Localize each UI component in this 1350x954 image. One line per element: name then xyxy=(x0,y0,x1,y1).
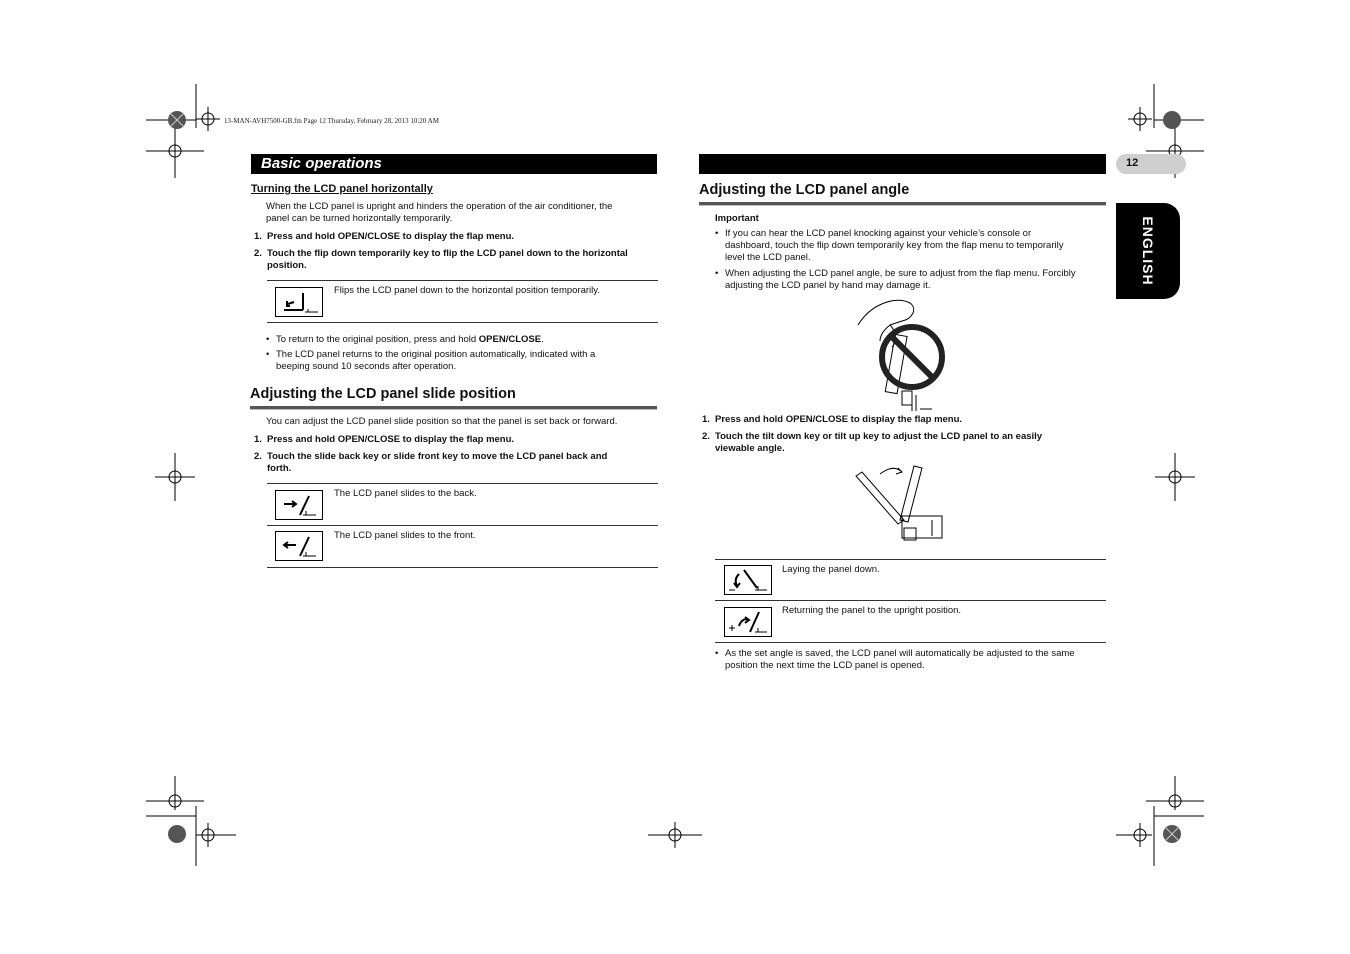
table-rule xyxy=(715,559,1106,560)
table-rule xyxy=(267,322,658,323)
slide-back-description: The LCD panel slides to the back. xyxy=(334,488,477,499)
tilt-down-description: Laying the panel down. xyxy=(782,564,880,575)
tilt-up-key-icon xyxy=(725,608,771,636)
important-label: Important xyxy=(715,213,759,224)
table-rule xyxy=(267,525,658,526)
slide-back-key xyxy=(275,490,323,520)
page-number: 12 xyxy=(1126,157,1139,169)
slide-front-description: The LCD panel slides to the front. xyxy=(334,530,476,541)
tilt-down-key xyxy=(724,565,772,595)
slide-front-key-icon xyxy=(276,532,322,560)
page-number-tab xyxy=(1116,154,1186,174)
tilt-up-description: Returning the panel to the upright position. xyxy=(782,605,962,616)
flip-down-temporarily-key-icon xyxy=(276,288,322,316)
table-rule xyxy=(715,600,1106,601)
table-rule xyxy=(267,483,658,484)
table-rule xyxy=(715,642,1106,643)
flip-down-description: Flips the LCD panel down to the horizontal position temporarily. xyxy=(334,285,600,296)
do-not-adjust-by-hand-illustration xyxy=(850,295,950,411)
turning-intro: When the LCD panel is upright and hinders the operation of the air conditioner, the panel can be turned horizontally temporarily. xyxy=(266,201,613,224)
section-title-bar xyxy=(251,154,657,174)
angle-heading: Adjusting the LCD panel angle xyxy=(699,182,910,198)
flip-down-temporarily-key xyxy=(275,287,323,317)
slide-intro: You can adjust the LCD panel slide position so that the panel is set back or forward. xyxy=(266,416,618,427)
table-rule xyxy=(267,280,658,281)
tilt-down-key-icon xyxy=(725,566,771,594)
panel-tilt-illustration xyxy=(852,462,948,544)
language-tab xyxy=(1116,203,1180,299)
right-header-bar xyxy=(699,154,1106,174)
turning-heading: Turning the LCD panel horizontally xyxy=(251,183,433,195)
table-rule xyxy=(267,567,658,568)
heading-rule xyxy=(250,406,657,410)
heading-rule xyxy=(699,202,1106,206)
tilt-up-key xyxy=(724,607,772,637)
print-slug: 13-MAN-AVH7500-GB.fm Page 12 Thursday, February 28, 2013 10:20 AM xyxy=(224,117,439,125)
slide-front-key xyxy=(275,531,323,561)
section-title: Basic operations xyxy=(261,155,382,172)
slide-back-key-icon xyxy=(276,491,322,519)
slide-heading: Adjusting the LCD panel slide position xyxy=(250,386,516,402)
language-label: ENGLISH xyxy=(1140,216,1156,286)
